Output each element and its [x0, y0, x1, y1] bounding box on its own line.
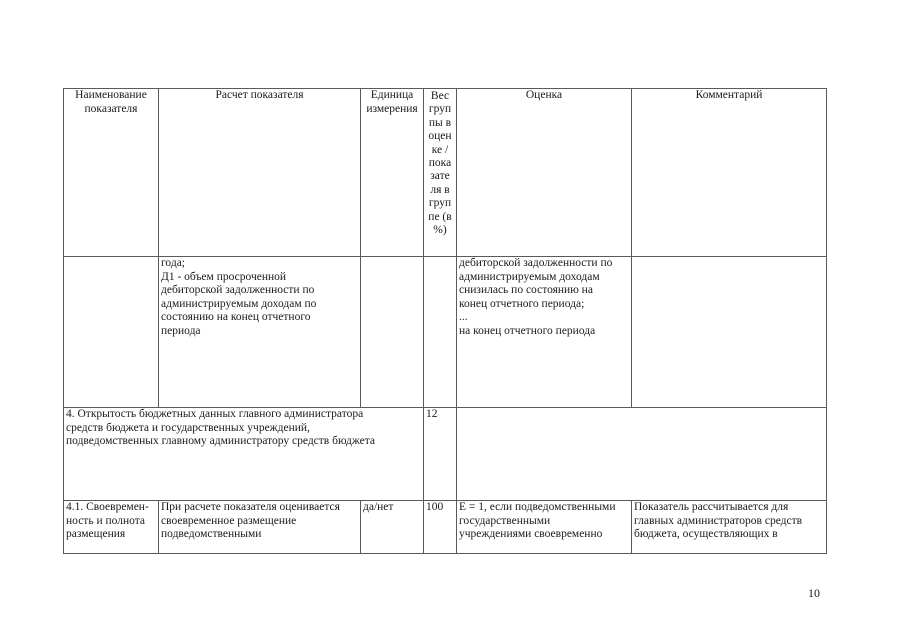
cell-evaluation: E = 1, если подведомственными государственными учреждениями своевременно: [457, 501, 632, 554]
cell-comment: [632, 257, 827, 408]
header-unit: Единица измерения: [361, 89, 424, 257]
indicator-table: [63, 88, 827, 554]
table-row: [64, 257, 827, 408]
page-number: 10: [808, 586, 820, 600]
header-indicator-name: Наименование показателя: [64, 89, 159, 257]
group-empty-cell: [457, 408, 827, 501]
cell-unit: [361, 257, 424, 408]
header-comment: Комментарий: [632, 89, 827, 257]
group-title: 4. Открытость бюджетных данных главного администратора средств бюджета и государственных учреждений, подведомственных главному администратору средств бюджета: [64, 408, 424, 501]
table-header-row: [64, 89, 827, 257]
cell-calculation: При расчете показателя оценивается своевременное размещение подведомственными: [159, 501, 361, 554]
cell-weight: 100: [424, 501, 457, 554]
cell-calculation: года; Д1 - объем просроченной дебиторской задолженности по администрируемым доходам по состоянию на конец отчетного периода: [159, 257, 361, 408]
cell-name: [64, 257, 159, 408]
cell-unit: да/нет: [361, 501, 424, 554]
table-group-row: [64, 408, 827, 501]
group-weight: 12: [424, 408, 457, 501]
cell-name: 4.1. Своевремен- ность и полнота размещения: [64, 501, 159, 554]
header-weight: Вес груп пы в оцен ке / пока зате ля в груп пе (в %): [424, 89, 457, 257]
header-calculation: Расчет показателя: [159, 89, 361, 257]
cell-comment: Показатель рассчитывается для главных администраторов средств бюджета, осуществляющих в: [632, 501, 827, 554]
header-evaluation: Оценка: [457, 89, 632, 257]
table-row: [64, 501, 827, 554]
cell-weight: [424, 257, 457, 408]
cell-evaluation: дебиторской задолженности по администрируемым доходам снизилась по состоянию на конец отчетного периода; ... на конец отчетного периода: [457, 257, 632, 408]
